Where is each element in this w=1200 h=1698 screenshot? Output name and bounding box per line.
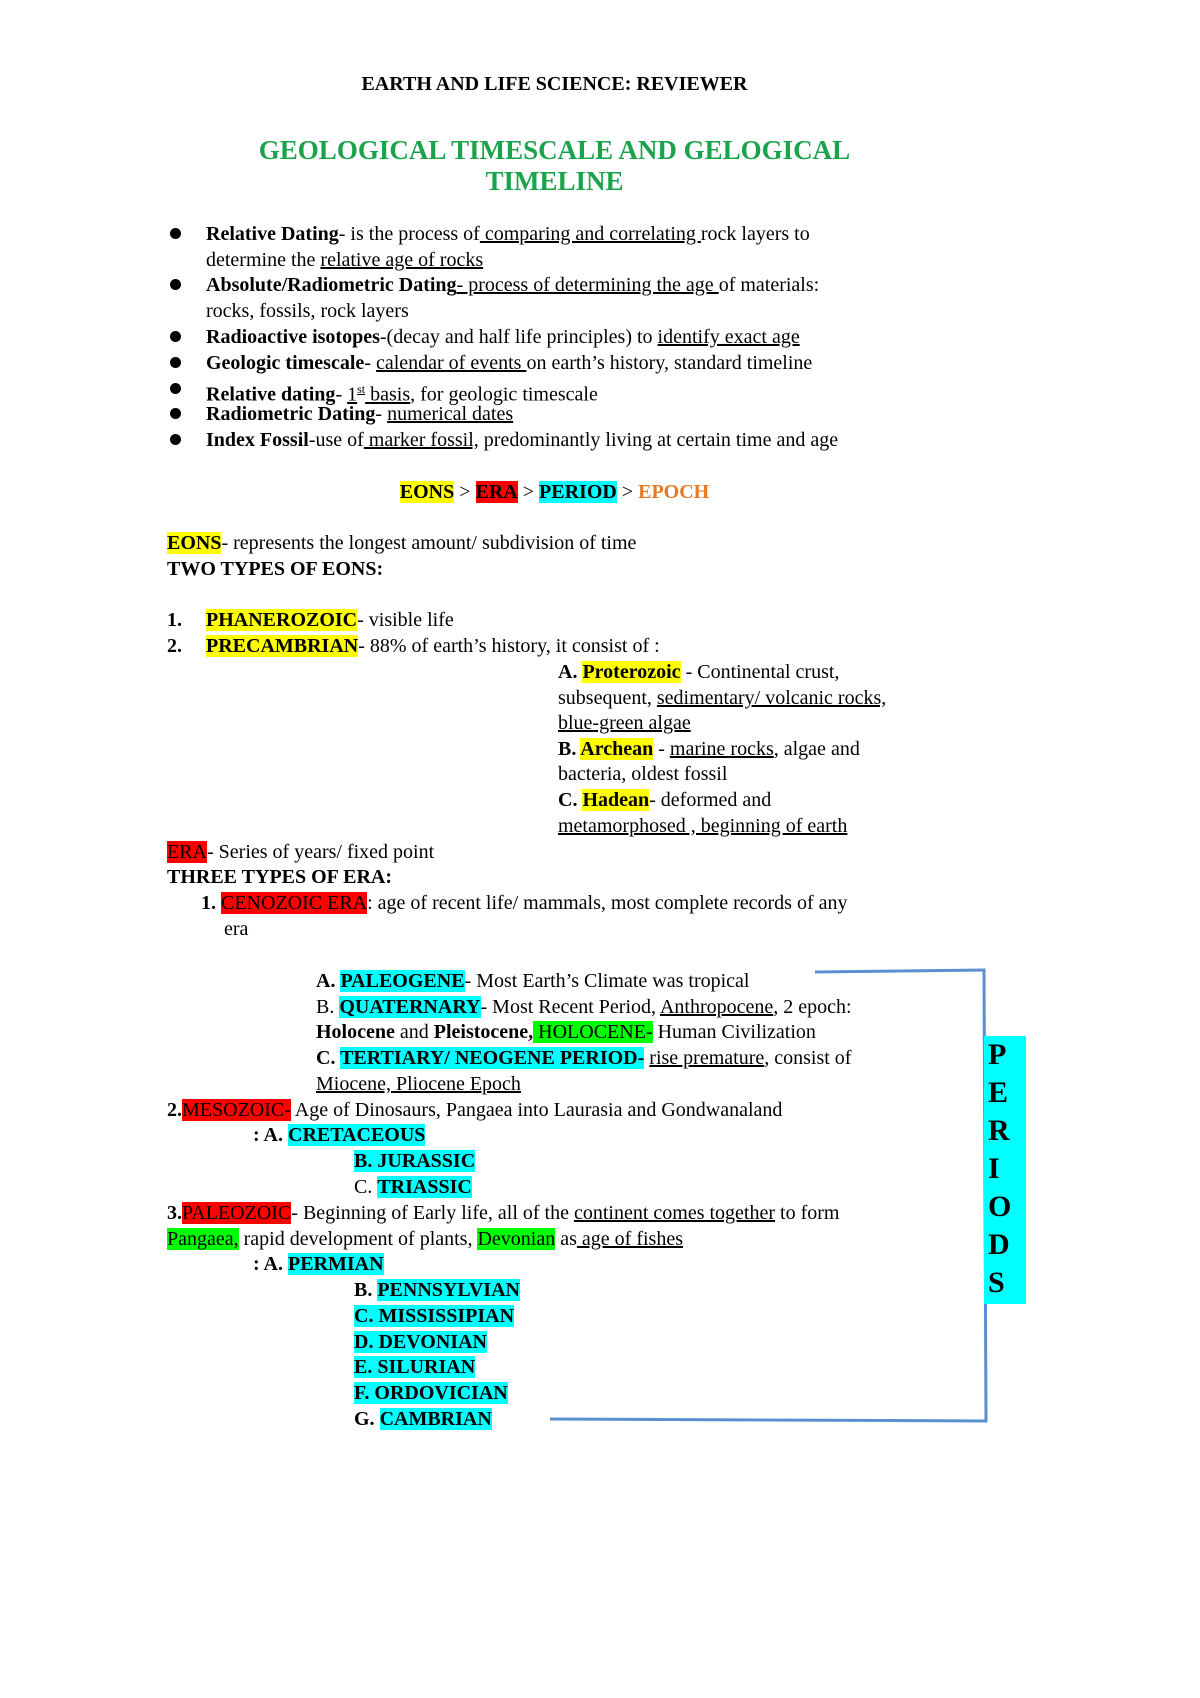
precambrian-hadean: C. Hadean- deformed and [558,789,772,811]
section-title-line1: GEOLOGICAL TIMESCALE AND GELOGICAL [258,135,851,165]
precambrian-archean: B. Archean - marine rocks, algae and [558,738,860,760]
bullet-relative-dating-basis: Relative dating- 1st basis, for geologic timescale [206,382,598,406]
period-mississipian: C. MISSISSIPIAN [354,1305,515,1327]
period-paleogene: A. PALEOGENE- Most Earth’s Climate was tropical [316,970,750,992]
eon-precambrian: PRECAMBRIAN- 88% of earth’s history, it consist of : [206,635,660,657]
time-hierarchy: EONS > ERA > PERIOD > EPOCH [399,481,710,503]
era-cenozoic: 1. CENOZOIC ERA: age of recent life/ mammals, most complete records of any [201,892,848,914]
period-tertiary: C. TERTIARY/ NEOGENE PERIOD- rise premature, consist of [316,1047,852,1069]
precambrian-hadean-cont: metamorphosed , beginning of earth [558,815,848,837]
bullet-relative-dating-cont: determine the relative age of rocks [206,249,484,271]
periods-letter: I [988,1152,1000,1185]
eons-definition: EONS- represents the longest amount/ subdivision of time [167,532,637,554]
document-title: EARTH AND LIFE SCIENCE: REVIEWER [361,73,748,95]
era-types-heading: THREE TYPES OF ERA: [167,866,393,888]
era-paleozoic-cont: Pangaea, rapid development of plants, Devonian as age of fishes [167,1228,683,1250]
period-jurassic: B. JURASSIC [354,1150,476,1172]
periods-letter: O [988,1190,1012,1223]
periods-letter: D [988,1228,1010,1261]
bullet-index-fossil: Index Fossil-use of marker fossil, predominantly living at certain time and age [206,429,839,451]
precambrian-proterozoic: A. Proterozoic - Continental crust, [558,661,840,683]
periods-letter: E [988,1076,1009,1109]
periods-letter: R [988,1114,1010,1147]
period-quaternary-epochs: Holocene and Pleistocene, HOLOCENE- Human Civilization [316,1021,816,1043]
period-devonian: D. DEVONIAN [354,1331,487,1353]
period-pennsylvian: B. PENNSYLVIAN [354,1279,520,1301]
bullet-absolute-dating-cont: rocks, fossils, rock layers [206,300,409,322]
eon-phanerozoic: PHANEROZOIC- visible life [206,609,454,631]
period-quaternary: B. QUATERNARY- Most Recent Period, Anthropocene, 2 epoch: [316,996,852,1018]
section-title-line2: TIMELINE [485,166,624,196]
precambrian-proterozoic-cont: subsequent, sedimentary/ volcanic rocks, [558,687,887,709]
era-cenozoic-cont: era [224,918,249,940]
periods-letter: S [988,1266,1005,1299]
era-mesozoic: 2.MESOZOIC- Age of Dinosaurs, Pangaea into Laurasia and Gondwanaland [167,1099,783,1121]
era-paleozoic: 3.PALEOZOIC- Beginning of Early life, all of the continent comes together to form [167,1202,840,1224]
bullet-geologic-timescale: Geologic timescale- calendar of events on earth’s history, standard timeline [206,352,813,374]
precambrian-archean-cont: bacteria, oldest fossil [558,763,728,785]
periods-letter: P [988,1038,1007,1071]
eon-number: 2. [167,635,182,657]
period-cambrian: G. CAMBRIAN [354,1408,492,1430]
period-tertiary-cont: Miocene, Pliocene Epoch [316,1073,521,1095]
bullet-radiometric-dating: Radiometric Dating- numerical dates [206,403,514,425]
period-ordovician: F. ORDOVICIAN [354,1382,508,1404]
period-permian: : A. PERMIAN [253,1253,384,1275]
eon-number: 1. [167,609,182,631]
period-cretaceous: : A. CRETACEOUS [253,1124,426,1146]
precambrian-proterozoic-cont2: blue-green algae [558,712,691,734]
bullet-absolute-dating: Absolute/Radiometric Dating- process of determining the age of materials: [206,274,820,296]
bullet-relative-dating: Relative Dating- is the process of comparing and correlating rock layers to [206,223,810,245]
period-silurian: E. SILURIAN [354,1356,476,1378]
bullet-radioactive-isotopes: Radioactive isotopes-(decay and half life principles) to identify exact age [206,326,800,348]
era-definition: ERA- Series of years/ fixed point [167,841,435,863]
eons-types-heading: TWO TYPES OF EONS: [167,558,384,580]
period-triassic: C. TRIASSIC [354,1176,472,1198]
